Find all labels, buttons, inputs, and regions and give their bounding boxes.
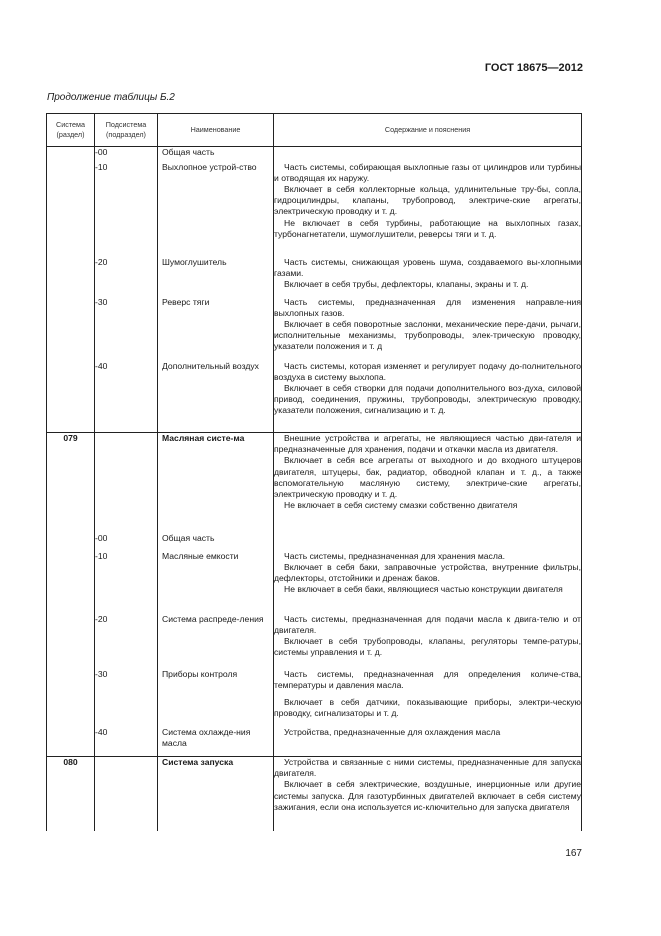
subsystem-cell: -40 <box>95 727 158 757</box>
system-cell <box>47 361 95 433</box>
content-paragraph: Включает в себя все агрегаты от выходного и до входного штуцеров двигателя, штуцеры, бак, радиатор, обводной клапан и т. д., а также вспомогательную масляную систему, электриче-ские агрегаты, электрическую проводку и т. д. <box>274 455 581 500</box>
content-cell <box>274 533 582 551</box>
content-paragraph: Включает в себя трубы, дефлекторы, клапаны, экраны и т. д. <box>284 278 529 289</box>
classification-table <box>46 113 582 831</box>
name-text: Общая часть <box>162 532 215 543</box>
content-paragraph: Часть системы, предназначенная для определения количе-ства, температуры и давления масла. <box>274 668 581 690</box>
name-text: Общая часть <box>162 147 215 157</box>
subsystem-cell <box>95 433 158 533</box>
content-paragraph: Часть системы, предназначенная для хранения масла. <box>284 550 505 561</box>
table-row <box>47 147 582 162</box>
system-cell <box>47 162 95 257</box>
subsystem-cell: -20 <box>95 257 158 297</box>
name-text: Масляные емкости <box>162 550 239 561</box>
name-cell <box>158 147 274 162</box>
system-cell: 080 <box>47 757 95 831</box>
content-paragraph: Часть системы, которая изменяет и регулирует подачу до-полнительного воздуха в систему выхлопа. <box>274 360 581 382</box>
name-text: Приборы контроля <box>162 668 238 679</box>
subsystem-cell: -30 <box>95 669 158 727</box>
name-cell <box>158 757 274 831</box>
table-row <box>47 757 582 831</box>
content-paragraph: Не включает в себя турбины, работающие на выхлопных газах, турбонагнетатели, шумоглушители, реверсы тяги и т. д. <box>274 217 581 239</box>
content-paragraph: Устройства, предназначенные для охлаждения масла <box>284 726 501 737</box>
content-paragraph: Включает в себя поворотные заслонки, механические пере-дачи, рычаги, исполнительные механизмы, трубопроводы, элек-трическую проводку, указатели положения и т. д <box>274 318 581 352</box>
page-number: 167 <box>565 848 582 859</box>
header-subsystem: Подсистема (подраздел) <box>95 114 158 147</box>
table-row <box>47 551 582 614</box>
table-row <box>47 727 582 757</box>
header-system: Система (раздел) <box>47 114 95 147</box>
system-cell <box>47 727 95 757</box>
table-row <box>47 297 582 361</box>
content-cell <box>274 669 582 727</box>
name-text: Масляная систе-ма <box>162 433 245 443</box>
standard-code: ГОСТ 18675—2012 <box>484 62 583 74</box>
name-cell <box>158 162 274 257</box>
content-paragraph: Включает в себя электрические, воздушные, инерционные или другие системы запуска. Для газотурбинных двигателей включает в себя систему зажигания, если она используется ис-ключительно для запуска двигателя <box>274 779 581 812</box>
content-cell <box>274 361 582 433</box>
name-cell <box>158 727 274 757</box>
name-text: Реверс тяги <box>162 296 210 307</box>
table-header-row <box>47 114 582 147</box>
content-cell <box>274 614 582 669</box>
name-text: Система запуска <box>162 757 234 767</box>
name-cell <box>158 669 274 727</box>
name-cell <box>158 533 274 551</box>
content-paragraph: Часть системы, предназначенная для подачи масла к двига-телю и от двигателя. <box>274 613 581 635</box>
content-paragraph: Включает в себя створки для подачи дополнительного воз-духа, силовой привод, соединения, пружины, трубопроводы, электрическую проводку, указатели положения, сигнализацию и т. д. <box>274 382 581 416</box>
name-text: Дополнительный воздух <box>162 360 259 371</box>
subsystem-cell: -40 <box>95 361 158 433</box>
table-caption: Продолжение таблицы Б.2 <box>47 92 175 103</box>
subsystem-cell: -00 <box>95 533 158 551</box>
table-row <box>47 257 582 297</box>
system-cell <box>47 551 95 614</box>
header-content: Содержание и пояснения <box>274 114 582 147</box>
subsystem-cell: -10 <box>95 162 158 257</box>
system-cell <box>47 669 95 727</box>
name-text: Система распреде-ления <box>162 613 264 624</box>
header-name: Наименование <box>158 114 274 147</box>
content-cell <box>274 162 582 257</box>
subsystem-cell: -30 <box>95 297 158 361</box>
table-row <box>47 361 582 433</box>
content-paragraph: Включает в себя трубопроводы, клапаны, регуляторы темпе-ратуры, системы управления и т. д. <box>274 635 581 658</box>
subsystem-cell <box>95 757 158 831</box>
content-paragraph: Внешние устройства и агрегаты, не являющиеся частью дви-гателя и предназначенные для хранения, подачи и откачки масла из двигателя. <box>274 433 581 455</box>
content-cell <box>274 551 582 614</box>
name-cell <box>158 361 274 433</box>
content-paragraph: Часть системы, предназначенная для изменения направле-ния выхлопных газов. <box>274 296 581 318</box>
content-paragraph: Включает в себя коллекторные кольца, удлинительные тру-бы, сопла, гидроцилиндры, клапаны, трубопровод, электриче-ские агрегаты, электрическую проводку и т. д. <box>274 183 581 217</box>
content-paragraph: Часть системы, снижающая уровень шума, создаваемого вы-хлопными газами. <box>274 256 581 278</box>
content-cell <box>274 727 582 757</box>
content-paragraph: Не включает в себя систему смазки собственно двигателя <box>284 500 518 511</box>
content-cell <box>274 297 582 361</box>
content-cell <box>274 433 582 533</box>
table-row <box>47 433 582 533</box>
system-cell <box>47 533 95 551</box>
content-cell <box>274 757 582 831</box>
content-cell <box>274 257 582 297</box>
subsystem-cell: -20 <box>95 614 158 669</box>
subsystem-cell: -00 <box>95 147 158 162</box>
content-paragraph: Не включает в себя баки, являющиеся частью конструкции двигателя <box>284 584 563 595</box>
name-cell <box>158 257 274 297</box>
name-cell <box>158 433 274 533</box>
content-cell <box>274 147 582 162</box>
table-row <box>47 533 582 551</box>
name-text: Система охлажде-ния масла <box>162 726 251 748</box>
name-text: Выхлопное устрой-ство <box>162 161 257 172</box>
name-cell <box>158 614 274 669</box>
content-paragraph: Часть системы, собирающая выхлопные газы от цилиндров или турбины и отводящая их наружу. <box>274 161 581 183</box>
table-row <box>47 614 582 669</box>
system-cell <box>47 614 95 669</box>
content-paragraph: Устройства и связанные с ними системы, предназначенные для запуска двигателя. <box>274 757 581 779</box>
name-text: Шумоглушитель <box>162 256 227 267</box>
table-row <box>47 162 582 257</box>
name-cell <box>158 297 274 361</box>
system-cell <box>47 147 95 162</box>
table-row <box>47 669 582 727</box>
content-paragraph: Включает в себя баки, заправочные устройства, внутренние фильтры, дефлекторы, отстойники и дренаж баков. <box>274 561 581 583</box>
name-cell <box>158 551 274 614</box>
system-cell: 079 <box>47 433 95 533</box>
system-cell <box>47 297 95 361</box>
subsystem-cell: -10 <box>95 551 158 614</box>
system-cell <box>47 257 95 297</box>
content-paragraph: Включает в себя датчики, показывающие приборы, электри-ческую проводку, сигнализаторы и т. д. <box>274 696 581 719</box>
